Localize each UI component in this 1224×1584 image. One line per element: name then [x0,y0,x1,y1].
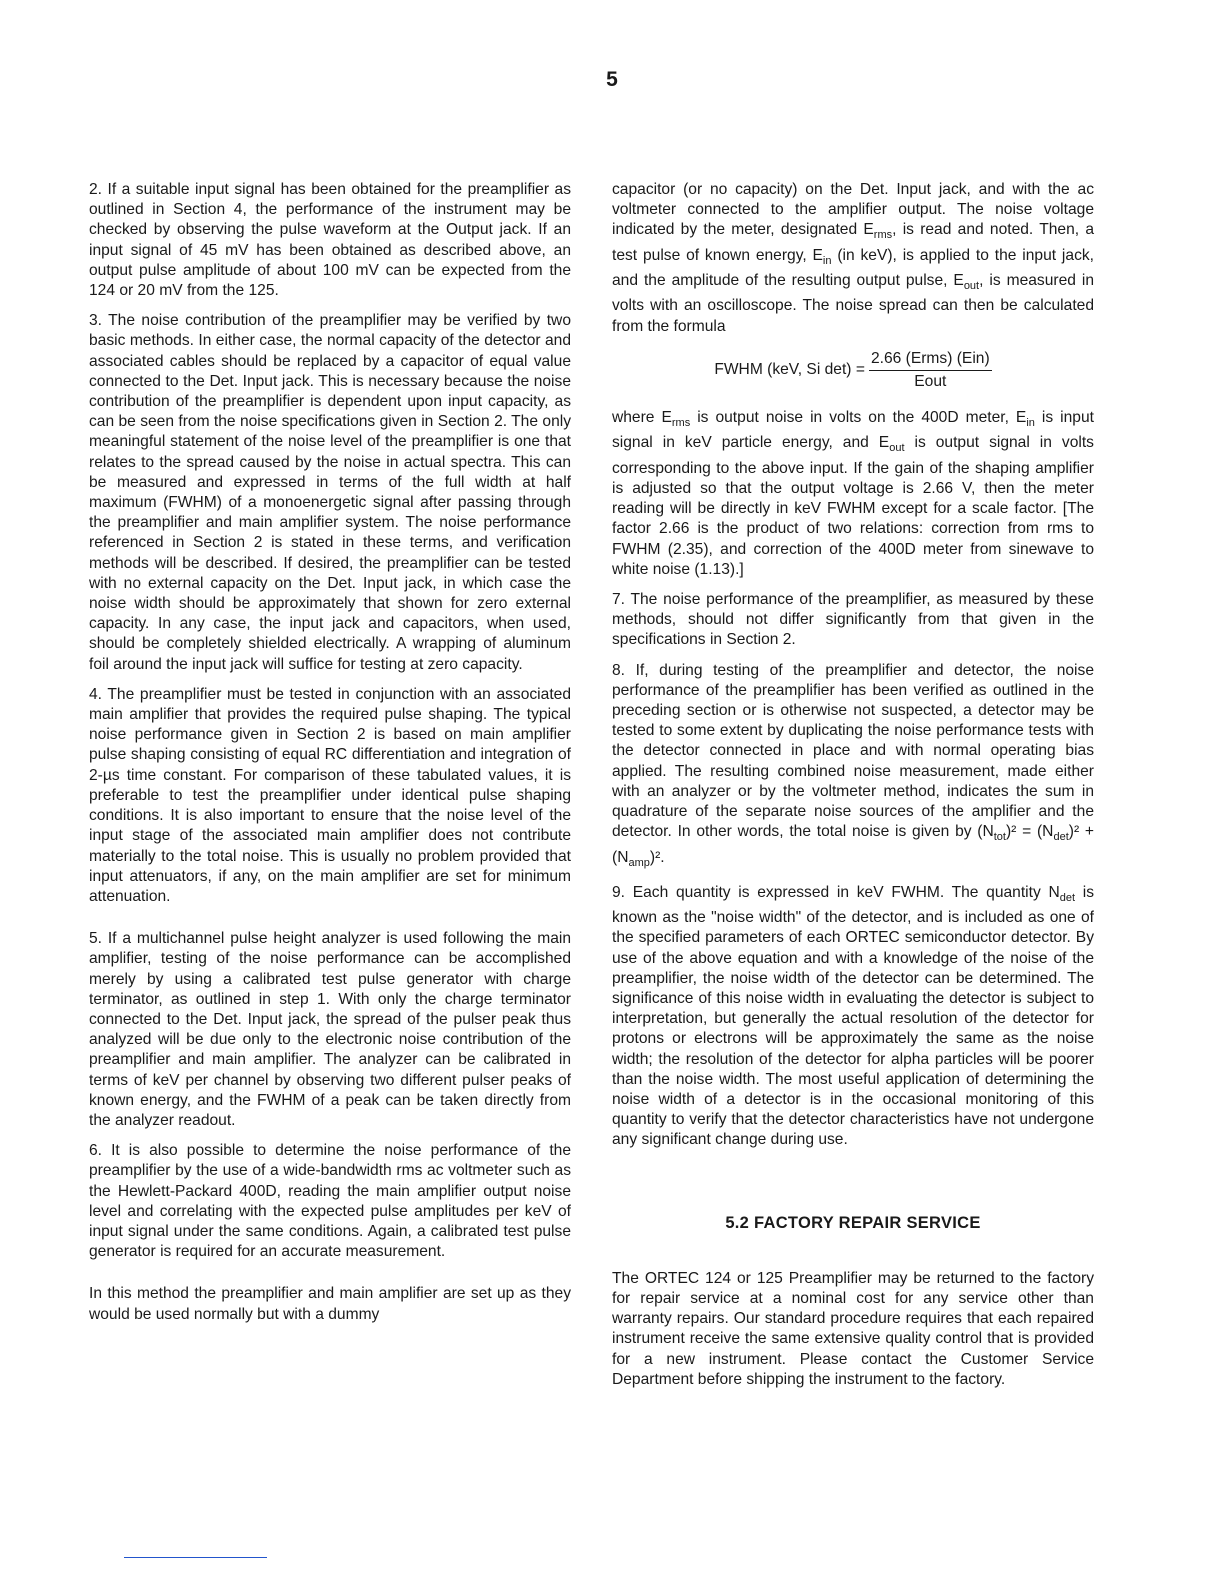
paragraph-9: 9. Each quantity is expressed in keV FWHM. The quantity $N_{det}$ is known as the "noise width" of the detector, and is included as one of the specified parameters of each ORTEC semiconductor detector. By use of the above equation and with a knowledge of the noise of the preamplifier, the noise width of the detector can be determined. The significance of this noise width in evaluating the detector is subject to interpretation, but generally the actual resolution of the detector for protons or electrons will be approximately the same as the noise width; the resolution of the detector for alpha particles will be poorer than the noise width. The most useful application of determining the noise width of a detector is in the occasional monitoring of this quantity to verify that the detector characteristics have not undergone any significant change during use. [612,883,1094,1149]
paragraph-8: 8. If, during testing of the preamplifier and detector, the noise performance of the preamplifier has been verified as outlined in the preceding section or is otherwise not suspected, a detector may be tested to some extent by duplicating the noise performance tests with the detector connected in place and with normal operating bias applied. The resulting combined noise measurement, made either with an analyzer or by the voltmeter method, indicates the sum in quadrature of the separate noise sources of the amplifier and the detector. In other words, the total noise is given by $(N_{tot})^2 = (N_{det})^2 + (N_{amp})^2$. [612,661,1094,869]
formula-denominator: Eout [914,372,947,390]
paragraph-7: 7. The noise performance of the preamplifier, as measured by these methods, should not differ significantly from that given in the specifications in Section 2. [612,591,1094,649]
section-heading: 5.2 FACTORY REPAIR SERVICE [725,1213,981,1232]
left-column [89,180,571,1335]
paragraph-6: 6. It is also possible to determine the noise performance of the preamplifier by the use of a wide-bandwidth rms ac voltmeter such as the Hewlett-Packard 400D, reading the main amplifier output noise level and correlating with the expected pulse amplitudes per keV of input signal under the same conditions. Again, a calibrated test pulse generator is required for an accurate measurement. [89,1142,571,1261]
paragraph-6-continuation: capacitor (or no capacity) on the Det. Input jack, and with the ac voltmeter connected to the amplifier output. The noise voltage indicated by the meter, designated $E_{rms}$, is read and noted. Then, a test pulse of known energy, $E_{in}$ (in keV), is applied to the input jack, and the amplitude of the resulting output pulse, $E_{out}$, is measured in volts with an oscilloscope. The noise spread can then be calculated from the formula [612,181,1094,335]
paragraph-6-continued: In this method the preamplifier and main amplifier are set up as they would be used normally but with a dummy [89,1285,571,1323]
paragraph-2: 2. If a suitable input signal has been obtained for the preamplifier as outlined in Section 4, the performance of the instrument may be checked by observing the pulse waveform at the Output jack. If an input signal of 45 mV has been obtained as described above, an output pulse amplitude of about 100 mV can be expected from the 124 or 20 mV from the 125. [89,181,571,300]
formula-fraction [869,349,992,392]
paragraph-formula-explanation: where $E_{rms}$ is output noise in volts on the 400D meter, $E_{in}$ is input signal in keV particle energy, and $E_{out}$ is output signal in volts corresponding to the above input. If the gain of the shaping amplifier is adjusted so that the output voltage is 2.66 V, then the meter reading will be directly in keV FWHM except for a scale factor. [The factor 2.66 is the product of two relations: correction from rms to FWHM (2.35), and correction of the 400D meter from sinewave to white noise (1.13).] [612,409,1094,578]
paragraph-3: 3. The noise contribution of the preamplifier may be verified by two basic methods. In either case, the normal capacity of the detector and associated cables should be replaced by a capacitor of equal value connected to the Det. Input jack. This is necessary because the noise contribution of the preamplifier is dependent upon input capacity, as can be seen from the noise specifications given in Section 2. The only meaningful statement of the noise level of the preamplifier is one that relates to the spread caused by the noise in actual spectra. This can be measured and expressed in terms of the full width at half maximum (FWHM) of a monoenergetic signal after passing through the preamplifier and main amplifier system. The noise performance referenced in Section 2 is stated in these terms, and verification methods will be described. If desired, the preamplifier can be tested with no external capacity on the Det. Input jack, in which case the noise width should be approximately that shown for zero external capacity. In any case, the input jack and capacitors, when used, should be completely shielded electrically. A wrapping of aluminum foil around the input jack will suffice for testing at zero capacity. [89,312,571,673]
paragraph-5: 5. If a multichannel pulse height analyzer is used following the main amplifier, testing of the noise performance can be accomplished merely by using a calibrated test pulse generator with charge terminator, as outlined in step 1. With only the charge terminator connected to the Det. Input jack, the spread of the pulser peak thus analyzed will be due only to the electronic noise contribution of the preamplifier and main amplifier. The analyzer can be calibrated in terms of keV per channel by observing two different pulser peaks of known energy, and the FWHM of a peak can be taken directly from the analyzer readout. [89,930,571,1129]
page-number: 5 [606,68,618,91]
paragraph-repair-service: The ORTEC 124 or 125 Preamplifier may be returned to the factory for repair service at a nominal cost for any service other than warranty repairs. Our standard procedure requires that each repaired instrument receive the same extensive quality control that is provided for a new instrument. Please contact the Customer Service Department before shipping the instrument to the factory. [612,1269,1094,1388]
right-column [612,180,1094,1400]
formula-numerator: 2.66 (Erms) (Ein) [869,349,992,371]
footnote-rule [124,1557,267,1558]
paragraph-4: 4. The preamplifier must be tested in conjunction with an associated main amplifier that provides the required pulse shaping. The typical noise performance given in Section 2 is based on main amplifier pulse shaping consisting of equal RC differentiation and integration of 2-µs time constant. For comparison of these tabulated values, it is preferable to test the preamplifier under identical pulse shaping conditions. It is also important to ensure that the noise level of the input stage of the associated main amplifier does not contribute materially to the total noise. This is usually no problem provided that input attenuators, if any, on the main amplifier are set for minimum attenuation. [89,685,571,905]
formula-lhs: FWHM (keV, Si det) = [714,361,865,379]
fwhm-formula [612,349,1094,392]
